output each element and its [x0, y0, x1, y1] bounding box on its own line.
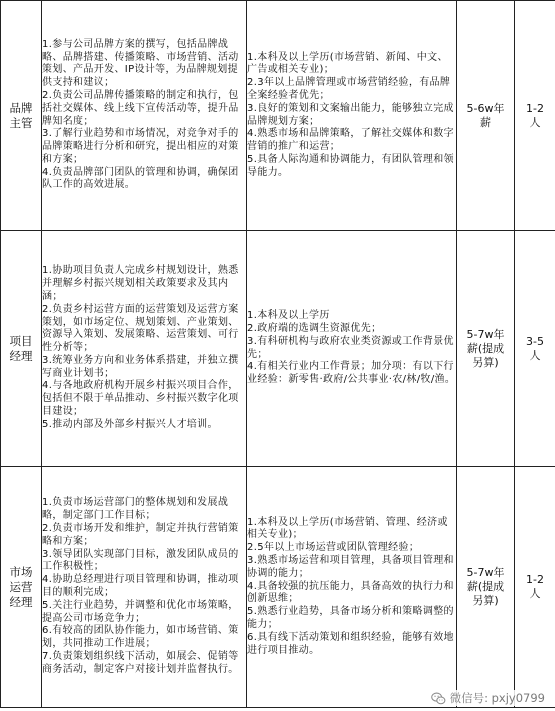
job-requirements-line: 4.有相关行业内工作背景；加分项：有以下行业经验：新零售·政府/公共事业·农/林/牧/渔。 — [247, 361, 456, 386]
job-duties-line: 1.负责市场运营部门的整体规划和发展战略，制定部门工作目标； — [42, 497, 229, 522]
job-salary-line: 5-7w年 — [466, 566, 505, 579]
job-requirements-line: 5.熟悉行业趋势，具备市场分析和策略调整的能力； — [247, 606, 454, 630]
wechat-icon — [431, 691, 446, 706]
job-title-line: 品牌 — [9, 100, 33, 115]
job-salary — [457, 231, 515, 467]
job-salary-line: 薪(提成 — [466, 580, 505, 593]
job-duties — [42, 1, 247, 231]
job-salary — [457, 1, 515, 231]
job-duties-line: 6.有较高的团队协作能力，如市场营销、策划，共同推动工作进展； — [42, 625, 239, 650]
job-requirements-line: 2.5年以上市场运营或团队管理经验； — [247, 542, 420, 554]
job-title-line: 经理 — [9, 594, 33, 609]
job-requirements — [247, 231, 457, 467]
job-requirements-line: 2.政府端的选调生资源优先； — [247, 322, 382, 334]
job-duties-line: 1.参与公司品牌方案的撰写，包括品牌战略、品牌搭建、传播策略、市场营销、活动策划、产品开发、IP设计等，为品牌规划提供支持和建议； — [42, 38, 239, 89]
job-duties-line: 3.了解行业趋势和市场情况，对竞争对手的品牌策略进行分析和研究，提出相应的对策和方案； — [42, 128, 239, 165]
job-title-line: 市场 — [9, 564, 33, 579]
job-headcount-line: 人 — [529, 587, 541, 600]
job-requirements-line: 2.3年以上品牌管理或市场营销经验，有品牌全案经验者优先； — [247, 77, 451, 101]
job-requirements-line: 1.本科及以上学历 — [247, 310, 330, 322]
job-requirements-line: 1.本科及以上学历(市场营销、管理、经济或相关专业)； — [247, 516, 448, 541]
job-duties-line: 4.与各地政府机构开展乡村振兴项目合作，包括但不限于单品推动、乡村振兴数字化项目建设； — [42, 380, 239, 418]
job-duties-line: 5.推动内部及外部乡村振兴人才培训。 — [42, 418, 218, 430]
job-title — [1, 467, 42, 708]
job-requirements-line: 4.具备较强的抗压能力，具备高效的执行力和创新思维； — [247, 580, 454, 605]
job-headcount-line: 人 — [529, 115, 541, 129]
job-title-line: 运营 — [9, 579, 33, 594]
watermark-text: 微信号: pxjy0799 — [449, 691, 545, 705]
job-headcount — [515, 1, 555, 231]
table-row — [1, 231, 555, 467]
job-headcount-line: 1-2 — [526, 101, 544, 115]
job-duties-line: 2.负责乡村运营方面的运营策划及运营方案策划，如市场定位、规划策划、产业策划、资源导入策划、发展策略、运营策划、可行性分析等； — [42, 303, 239, 354]
job-salary-line: 5-7w年 — [466, 327, 505, 341]
job-headcount — [515, 467, 555, 708]
job-duties — [42, 467, 247, 708]
job-duties — [42, 231, 247, 467]
job-table-body — [1, 1, 555, 708]
job-headcount-line: 3-5 — [526, 334, 544, 348]
job-requirements — [247, 1, 457, 231]
job-requirements-line: 6.具有线下活动策划和组织经验，能够有效地进行项目推动。 — [247, 631, 454, 656]
watermark — [429, 690, 547, 706]
table-row — [1, 1, 555, 231]
job-headcount — [515, 231, 555, 467]
job-requirements-line: 3.有科研机构与政府农业类资源或工作背景优先； — [247, 335, 454, 360]
job-salary-line: 薪(提成 — [466, 341, 505, 355]
job-duties-line: 3.领导团队实现部门目标，激发团队成员的工作积极性； — [42, 548, 239, 573]
job-duties-line: 1.协助项目负责人完成乡村规划设计，熟悉并理解乡村振兴规划相关政策要求及其内涵； — [42, 265, 239, 302]
job-duties-line: 5.关注行业趋势，并调整和优化市场策略，提高公司市场竞争力； — [42, 599, 239, 624]
job-duties-line: 2.负责公司品牌传播策略的制定和执行，包括社交媒体、线上线下宣传活动等，提升品牌知名度； — [42, 89, 239, 127]
job-title-line: 项目 — [9, 333, 33, 348]
job-duties-line: 3.统筹业务方向和业务体系搭建，并独立撰写商业计划书； — [42, 354, 239, 379]
job-requirements-line: 4.熟悉市场和品牌策略，了解社交媒体和数字营销的推广和运营； — [247, 128, 454, 153]
table-row — [1, 467, 555, 708]
job-requirements — [247, 467, 457, 708]
job-salary — [457, 467, 515, 708]
job-requirements-line: 5.具备人际沟通和协调能力，有团队管理和领导能力。 — [247, 153, 454, 178]
job-salary-line: 薪 — [480, 115, 491, 129]
job-requirements-line: 3.熟悉市场运营和项目管理，具备项目管理和协调的能力； — [247, 555, 454, 579]
job-duties-line: 4.协助总经理进行项目管理和协调，推动项目的顺利完成； — [42, 574, 239, 598]
job-title — [1, 231, 42, 467]
job-requirements-line: 1.本科及以上学历(市场营销、新闻、中文、广告或相关专业)； — [247, 51, 448, 76]
job-title-line: 经理 — [9, 348, 33, 363]
job-title-line: 主管 — [9, 115, 33, 130]
job-duties-line: 2.负责市场开发和维护，制定并执行营销策略和方案； — [42, 523, 239, 547]
job-headcount-line: 1-2 — [526, 573, 544, 586]
job-salary-line: 另算) — [472, 355, 499, 369]
job-duties-line: 4.负责品牌部门团队的管理和协调，确保团队工作的高效进展。 — [42, 166, 239, 191]
job-title — [1, 1, 42, 231]
job-salary-line: 5-6w年 — [466, 101, 505, 115]
job-salary-line: 另算) — [472, 594, 499, 607]
job-headcount-line: 人 — [529, 348, 541, 362]
job-duties-line: 7.负责策划组织线下活动，如展会、促销等商务活动，制定客户对接计划并监督执行。 — [42, 650, 239, 675]
job-requirements-line: 3.良好的策划和文案输出能力，能够独立完成品牌规划方案； — [247, 102, 454, 127]
